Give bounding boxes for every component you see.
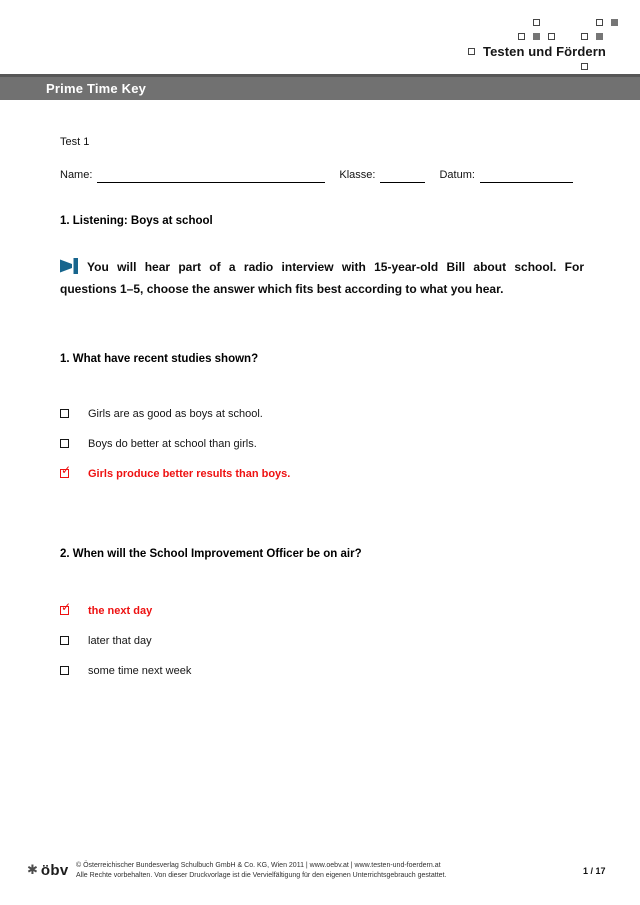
option-row-correct	[60, 604, 191, 634]
logo-square-icon	[468, 48, 475, 55]
copyright-line-2: Alle Rechte vorbehalten. Von dieser Druckvorlage ist die Vervielfältigung für den eigenen Unterrichtsgebrauch gestattet.	[76, 872, 447, 879]
klasse-label: Klasse:	[339, 169, 376, 181]
option-label: some time next week	[88, 665, 192, 677]
checkbox-unchecked-icon[interactable]	[60, 666, 69, 675]
option-row	[60, 634, 191, 664]
obv-logo	[27, 861, 68, 879]
section-heading: 1. Listening: Boys at school	[60, 215, 213, 227]
logo-square-icon	[533, 19, 540, 26]
publisher-logo	[0, 0, 640, 74]
page-title: Prime Time Key	[46, 81, 147, 96]
option-label: later that day	[88, 635, 152, 647]
obv-flower-icon: ✱	[27, 862, 38, 877]
option-row	[60, 407, 290, 437]
header-bar	[0, 74, 640, 100]
logo-square-icon	[611, 19, 618, 26]
logo-square-icon	[596, 19, 603, 26]
option-row	[60, 664, 191, 694]
option-label: Girls produce better results than boys.	[88, 468, 291, 480]
question-1-heading: 1. What have recent studies shown?	[60, 353, 259, 365]
option-label: the next day	[88, 605, 153, 617]
copyright-line-1: © Österreichischer Bundesverlag Schulbuch GmbH & Co. KG, Wien 2011 | www.oebv.at | www.testen-und-foerdern.at	[76, 862, 441, 869]
test-title: Test 1	[60, 136, 90, 148]
logo-square-icon	[596, 33, 603, 40]
name-blank-line	[97, 168, 325, 183]
page-number: 1 / 17	[583, 866, 606, 876]
option-row-correct	[60, 467, 290, 497]
question-1-options	[60, 407, 290, 497]
question-2-options	[60, 604, 191, 694]
name-label: Name:	[60, 169, 93, 181]
checkbox-checked-icon[interactable]	[60, 606, 69, 615]
option-label: Girls are as good as boys at school.	[88, 408, 263, 420]
checkbox-unchecked-icon[interactable]	[60, 409, 69, 418]
checkbox-unchecked-icon[interactable]	[60, 439, 69, 448]
brand-name: Testen und Fördern	[483, 44, 606, 59]
speaker-icon	[60, 258, 79, 274]
checkbox-unchecked-icon[interactable]	[60, 636, 69, 645]
logo-square-icon	[518, 33, 525, 40]
question-2-heading: 2. When will the School Improvement Officer be on air?	[60, 548, 362, 560]
logo-square-icon	[581, 63, 588, 70]
option-label: Boys do better at school than girls.	[88, 438, 257, 450]
datum-blank-line	[480, 168, 573, 183]
instruction-paragraph	[60, 256, 584, 300]
obv-logo-text: öbv	[40, 861, 69, 879]
copyright-block	[76, 861, 496, 881]
instruction-line-2: questions 1–5, choose the answer which fits best according to what you hear.	[60, 282, 504, 296]
instruction-line-1	[60, 256, 584, 278]
logo-square-icon	[581, 33, 588, 40]
option-row	[60, 437, 290, 467]
logo-square-icon	[548, 33, 555, 40]
logo-square-icon	[533, 33, 540, 40]
student-fields-row	[60, 168, 573, 183]
instruction-text-1: You will hear part of a radio interview with 15-year-old Bill about school. For	[87, 260, 584, 274]
checkbox-checked-icon[interactable]	[60, 469, 69, 478]
datum-label: Datum:	[439, 169, 475, 181]
klasse-blank-line	[380, 168, 425, 183]
